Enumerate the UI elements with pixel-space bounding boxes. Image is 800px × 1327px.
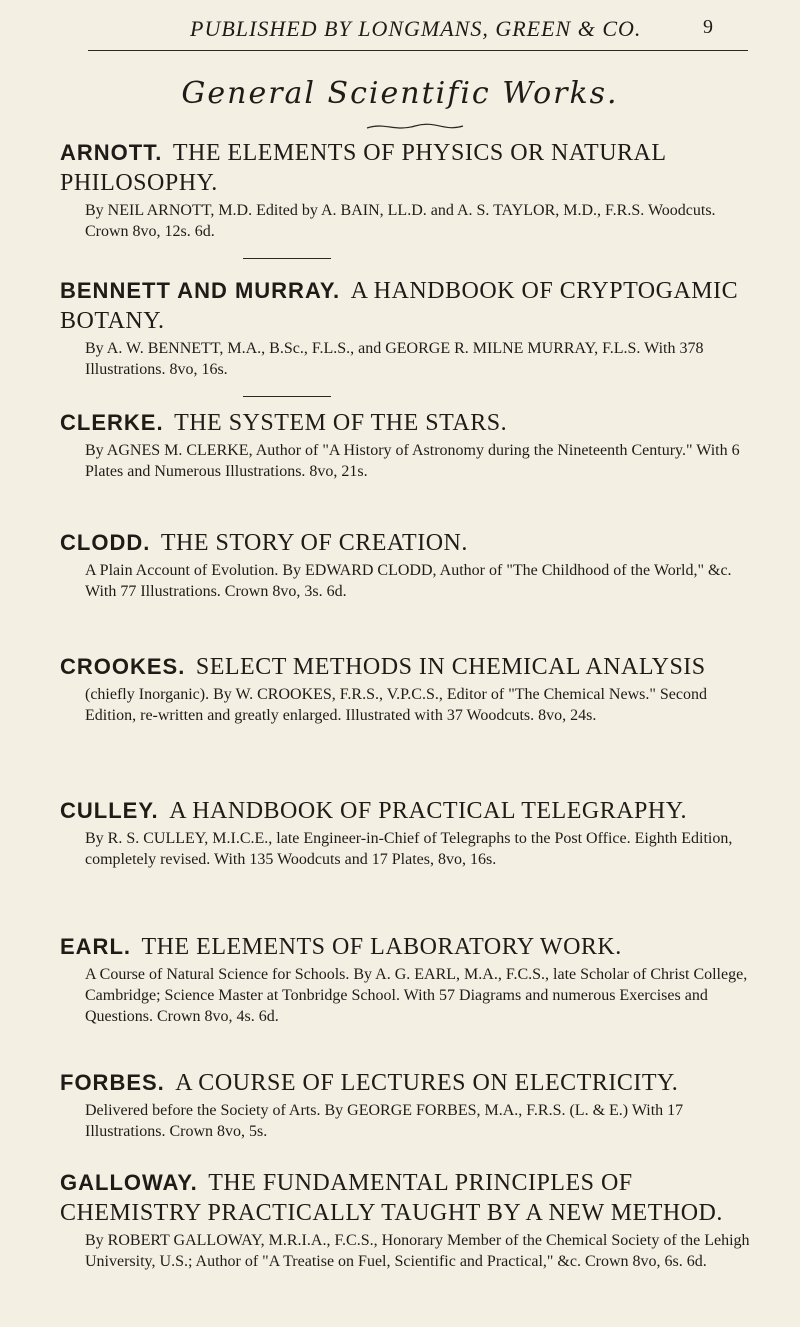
entry-heading — [60, 408, 760, 438]
entry-body: (chiefly Inorganic). By W. CROOKES, F.R.S., V.P.C.S., Editor of "The Chemical News." Second Edition, re-written and greatly enlarged. Illustrated with 37 Woodcuts. 8vo, 24s. — [85, 686, 707, 724]
entry-earl — [60, 932, 760, 1027]
entry-bennett-murray — [60, 276, 760, 380]
entry-author: CULLEY. — [60, 798, 159, 823]
entry-body: Delivered before the Society of Arts. By GEORGE FORBES, M.A., F.R.S. (L. & E.) With 17 Illustrations. Crown 8vo, 5s. — [85, 1102, 684, 1140]
entry-body: By R. S. CULLEY, M.I.C.E., late Engineer-in-Chief of Telegraphs to the Post Office. Eighth Edition, completely revised. With 135 Woodcuts and 17 Plates, 8vo, 16s. — [85, 830, 733, 868]
entry-body: By AGNES M. CLERKE, Author of "A History of Astronomy during the Nineteenth Century." With 6 Plates and Numerous Illustrations. 8vo, 21s. — [85, 442, 740, 480]
entry-culley — [60, 796, 760, 870]
entry-title: THE SYSTEM OF THE STARS. — [174, 410, 508, 436]
entry-heading — [60, 1068, 760, 1098]
entry-author: EARL. — [60, 934, 131, 959]
entry-author: CROOKES. — [60, 654, 186, 679]
entry-author: FORBES. — [60, 1070, 165, 1095]
page-number: 9 — [703, 16, 713, 38]
entry-heading — [60, 276, 760, 336]
entry-arnott — [60, 138, 760, 242]
entry-author: GALLOWAY. — [60, 1170, 198, 1195]
entry-author: CLERKE. — [60, 410, 164, 435]
entry-divider — [243, 396, 331, 397]
entry-title: THE STORY OF CREATION. — [160, 530, 468, 556]
entry-heading — [60, 932, 760, 962]
entry-heading — [60, 1168, 760, 1228]
entry-body: A Plain Account of Evolution. By EDWARD CLODD, Author of "The Childhood of the World," &c. With 77 Illustrations. Crown 8vo, 3s. 6d. — [85, 562, 732, 600]
entry-title: A HANDBOOK OF PRACTICAL TELEGRAPHY. — [169, 798, 687, 824]
entry-forbes — [60, 1068, 760, 1142]
entry-clerke — [60, 408, 760, 482]
running-head — [0, 12, 800, 52]
entry-clodd — [60, 528, 760, 602]
entry-body: By A. W. BENNETT, M.A., B.Sc., F.L.S., and GEORGE R. MILNE MURRAY, F.L.S. With 378 Illustrations. 8vo, 16s. — [85, 340, 704, 378]
entry-author: ARNOTT. — [60, 140, 163, 165]
entry-galloway — [60, 1168, 760, 1272]
entry-body: By NEIL ARNOTT, M.D. Edited by A. BAIN, LL.D. and A. S. TAYLOR, M.D., F.R.S. Woodcuts. Crown 8vo, 12s. 6d. — [85, 202, 716, 240]
entry-title: THE ELEMENTS OF PHYSICS OR NATURAL PHILOSOPHY. — [60, 140, 666, 196]
running-title: PUBLISHED BY LONGMANS, GREEN & CO. — [190, 16, 642, 41]
entry-title: THE ELEMENTS OF LABORATORY WORK. — [141, 934, 622, 960]
ornament-flourish — [365, 120, 465, 132]
entry-author: CLODD. — [60, 530, 151, 555]
entry-crookes — [60, 652, 760, 726]
section-title: General Scientific Works. — [181, 76, 619, 111]
entry-title: THE FUNDAMENTAL PRINCIPLES OF CHEMISTRY PRACTICALLY TAUGHT BY A NEW METHOD. — [60, 1170, 723, 1226]
entry-title: A HANDBOOK OF CRYPTOGAMIC BOTANY. — [60, 278, 739, 334]
entry-body: By ROBERT GALLOWAY, M.R.I.A., F.C.S., Honorary Member of the Chemical Society of the Lehigh University, U.S.; Author of "A Treatise on Fuel, Scientific and Practical," &c. Crown 8vo, 6s. 6d. — [85, 1232, 750, 1270]
entry-author: BENNETT AND MURRAY. — [60, 278, 341, 303]
entry-body: A Course of Natural Science for Schools. By A. G. EARL, M.A., F.C.S., late Scholar of Christ College, Cambridge; Science Master at Tonbridge School. With 57 Diagrams and numerous Exercises and Questions. Crown 8vo, 4s. 6d. — [85, 966, 748, 1025]
entry-heading — [60, 652, 760, 682]
entry-title: SELECT METHODS IN CHEMICAL ANALYSIS — [195, 654, 706, 680]
entry-heading — [60, 138, 760, 198]
entry-heading — [60, 796, 760, 826]
header-rule — [88, 50, 748, 51]
entry-heading — [60, 528, 760, 558]
entry-title: A COURSE OF LECTURES ON ELECTRICITY. — [175, 1070, 679, 1096]
entry-divider — [243, 258, 331, 259]
